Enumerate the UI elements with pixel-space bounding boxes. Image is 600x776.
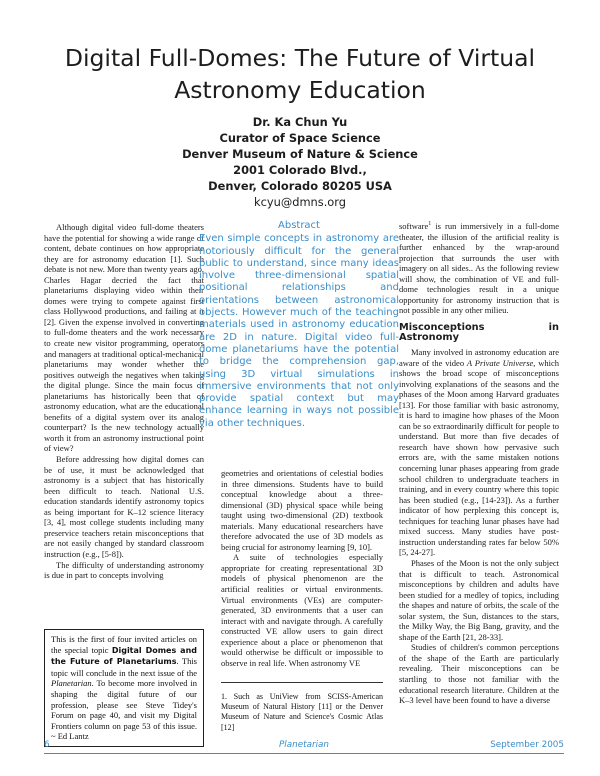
middle-column — [221, 468, 383, 668]
middle-paragraph-1: geometries and orientations of celestial bodies in three dimensions. Students have to build conceptual knowledge about a three-dimensional (3D) physical space while being taught using two-dimensional (2D) textbook materials. Many educational researchers have therefore advocated the use of 3D models as being crucial for astronomy learning [9, 10]. — [221, 468, 383, 552]
author-street: 2001 Colorado Blvd., — [233, 163, 367, 177]
author-institution: Denver Museum of Nature & Science — [182, 147, 418, 161]
author-name: Dr. Ka Chun Yu — [252, 115, 348, 129]
sidebar-text-middle: . This topic will conclude in the next issue of the — [51, 656, 197, 678]
sidebar-signature: ~ Ed Lantz — [51, 731, 89, 742]
right-p2-start: Many involved in astronomy education are aware of the video — [399, 347, 559, 368]
footnote: 1. Such as UniView from SCISS-American Museum of Natural History [11] or the Denver Museum of Nature and Science's Cosmic Atlas [12] — [221, 682, 383, 733]
right-p1-rest: is run immersively in a full-dome theater, the illusion of the artificial reality is further enhanced by the wrap-around projection that surrounds the user with imagery on all sides.. As the following review will show, the combination of VE and full-dome technologies result in a unique opportunity for astronomy instruction that is not possible in any other milieu. — [399, 221, 559, 316]
left-paragraph-1: Although digital video full-dome theaters have the potential for showing a wide range of content, debate continues on how appropriate they are for astronomy education [1]. Such debate is not new. More than twenty years ago, Charles Hagar decried the fact that planetariums displaying video within their domes were trying to compete against first class Hollywood productions, and failing at it [2]. Given the expense involved in converting to full-dome theaters and the work necessary to create new visitor programming, operators and managers at traditional optical-mechanical planetariums may wonder whether the positives outweigh the negatives when taking the digital plunge. Since the main focus of planetariums has historically been that of astronomy education, what are the educational benefits of a digital system over its analog counterpart? Is the new technology actually worth it from an astronomy instructional point of view? — [44, 222, 204, 454]
section-heading-misconceptions: Misconceptions in Astronomy — [399, 321, 559, 344]
abstract-heading: Abstract — [278, 220, 320, 231]
middle-paragraph-2: A suite of technologies especially appropriate for creating representational 3D models of physical phenomenon are the artificial realities or virtual environments. Virtual environments (VEs) are computer-generated, 3D environments that a user can interact with and navigate through. A carefully constructed VE allow users to gain direct experience about a place or phenomenon that would otherwise be difficult or impossible to observe in real life. When astronomy VE — [221, 552, 383, 668]
right-p1-start: software — [399, 221, 429, 231]
sidebar-magazine: Planetarian — [51, 678, 92, 689]
author-block — [0, 114, 600, 210]
left-paragraph-3: The difficulty of understanding astronomy is due in part to concepts involving — [44, 559, 204, 581]
page-footer — [44, 740, 564, 752]
article-title — [0, 42, 600, 106]
video-title: A Private Universe — [466, 357, 534, 368]
right-paragraph-2 — [399, 347, 559, 558]
sidebar-text-before: This is the first of four invited articles on the special topic — [51, 634, 197, 655]
footer-date: September 2005 — [490, 740, 564, 750]
right-paragraph-3: Phases of the Moon is not the only subject that is difficult to teach. Astronomical misconceptions by children and adults have been studied for a medley of topics, including the shapes and nature of orbits, the scale of the solar system, the Sun, distances to the stars, the Milky Way, the Big Bang, gravity, and the shape of the Earth [21, 28-33]. — [399, 557, 559, 642]
page-number: 6 — [44, 740, 50, 750]
author-email[interactable]: kcyu@dmns.org — [254, 195, 346, 209]
editor-sidebar-box — [44, 629, 204, 747]
left-column — [44, 222, 204, 581]
right-paragraph-4: Studies of children's common perceptions of the shape of the Earth are particularly revealing. Their misconceptions can be startling to those not familiar with the educational research literature. Children at the K–3 level have been found to have a diverse — [399, 642, 559, 706]
right-paragraph-1 — [399, 221, 559, 316]
footer-rule — [44, 753, 564, 754]
footnote-marker: 1 — [428, 221, 432, 228]
sidebar-text-after: . To become more involved in shaping the digital future of our profession, please see Steve Tidey's Forum on page 40, and visit my Digital Frontiers column on page 53 of this issue. — [51, 678, 197, 731]
title-line-2: Astronomy Education — [174, 76, 426, 104]
abstract — [199, 220, 399, 430]
footer-magazine: Planetarian — [279, 740, 329, 750]
title-line-1: Digital Full-Domes: The Future of Virtual — [64, 44, 536, 72]
abstract-text: Even simple concepts in astronomy are notoriously difficult for the general public to understand, since many ideas involve three-dimensional spatial positional relationships and orientations between astronomical objects. However much of the teaching materials used in astronomy education are 2D in nature. Digital video full-dome planetariums have the potential to bridge the comprehension gap, using 3D virtual simulations in immersive environments that not only provide spatial context but may enhance learning in ways not possible via other techniques. — [199, 233, 399, 429]
author-city: Denver, Colorado 80205 USA — [208, 179, 392, 193]
left-paragraph-2: Before addressing how digital domes can be of use, it must be acknowledged that astronomy is a subject that has historically been difficult to teach. National U.S. education standards identify astronomy topics as being important for K–12 science literacy [3, 4], most college students including many preservice teachers retain misconceptions that are not easily changed by standard classroom instruction (e.g., [5-8]). — [44, 454, 204, 559]
author-position: Curator of Space Science — [219, 131, 381, 145]
right-p2-rest: , which shows the broad scope of misconceptions involving explanations of the seasons and the phases of the Moon among Harvard graduates [13]. For those familiar with basic astronomy, it is hard to imagine how phases of the Moon can be so extraordinarily difficult for people to understand. But more than five decades of research have shown how pervasive such errors are, with the same mistaken notions concerning lunar phases appearing from grade school children to undergraduate teachers in training, and in every country where this topic has been studied (e.g., [14-23]). As a further indicator of how perplexing this concept is, techniques for teaching lunar phases have had mixed success. Many studies have post-instruction understanding rates far below 50% [5, 24-27]. — [399, 357, 559, 558]
right-column — [399, 221, 559, 706]
sidebar-topic: Digital Domes and the Future of Planetariums — [51, 645, 198, 667]
